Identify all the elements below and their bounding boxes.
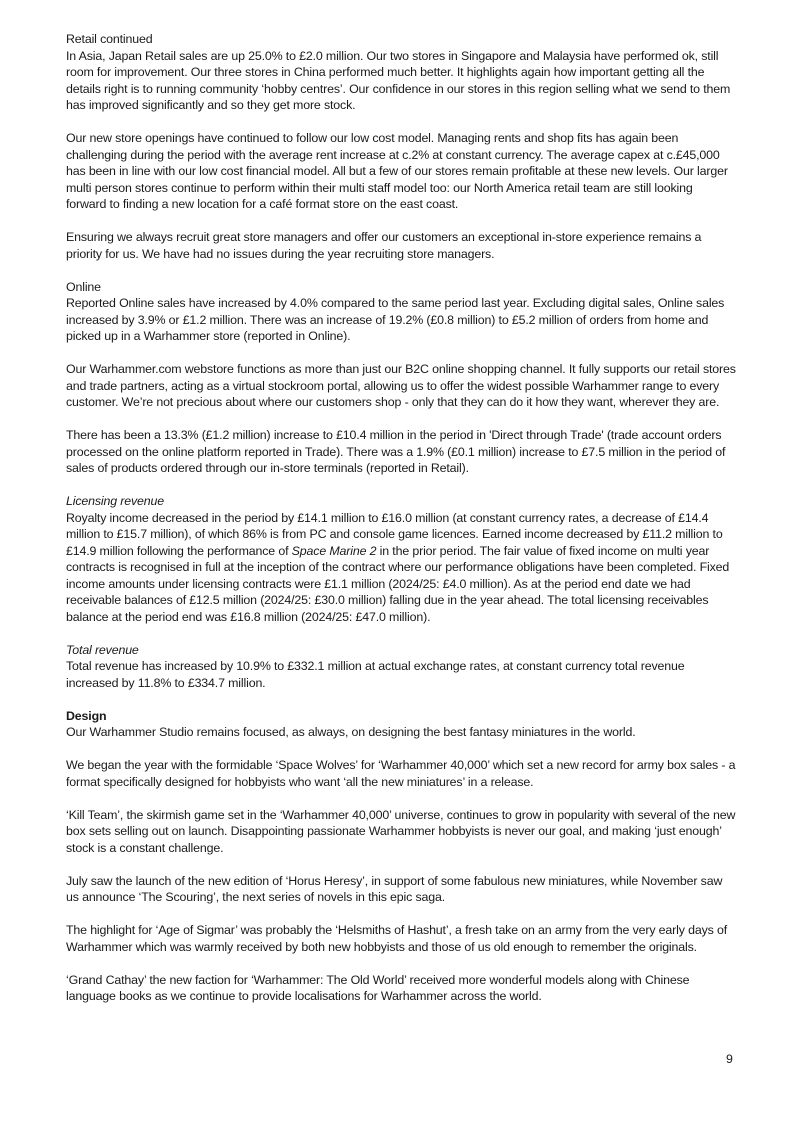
design-paragraph: ‘Kill Team’, the skirmish game set in the ‘Warhammer 40,000’ universe, continues to grow in popularity with several of the new box sets selling out on launch. Disappointing passionate Warhammer hobbyists is never our goal, and making ‘just enough’ stock is a constant challenge.	[66, 807, 736, 855]
online-paragraph: Our Warhammer.com webstore functions as more than just our B2C online shopping channel. It fully supports our retail stores and trade partners, acting as a virtual stockroom portal, allowing us to offer the widest possible Warhammer range to every customer. We’re not precious about where our customers shop - only that they can do it how they want, wherever they are.	[66, 362, 736, 409]
design-paragraph: July saw the launch of the new edition of ‘Horus Heresy’, in support of some fabulous new miniatures, while November saw us announce ‘The Scouring’, the next series of novels in this epic saga.	[66, 873, 723, 904]
online-heading: Online	[66, 279, 101, 294]
design-heading: Design	[66, 708, 107, 723]
licensing-section	[66, 493, 736, 625]
retail-paragraph: Our new store openings have continued to follow our low cost model. Managing rents and shop fits has again been challenging during the period with the average rent increase at c.2% at constant currency. The average capex at c.£45,000 has been in line with our low cost financial model. All but a few of our stores remain profitable at these new levels. Our larger multi person stores continue to perform within their multi staff model too: our North America retail team are still looking forward to finding a new location for a café format store on the east coast.	[66, 131, 728, 211]
design-paragraph: Our Warhammer Studio remains focused, as always, on designing the best fantasy miniatures in the world.	[66, 725, 636, 739]
total-revenue-heading: Total revenue	[66, 642, 139, 657]
total-revenue-paragraph: Total revenue has increased by 10.9% to £332.1 million at actual exchange rates, at constant currency total revenue increased by 11.8% to £334.7 million.	[66, 659, 685, 690]
licensing-heading: Licensing revenue	[66, 494, 165, 508]
design-paragraph: ‘Grand Cathay’ the new faction for ‘Warhammer: The Old World’ received more wonderful models along with Chinese language books as we continue to provide localisations for Warhammer across the world.	[66, 972, 690, 1003]
online-paragraph: There has been a 13.3% (£1.2 million) increase to £10.4 million in the period in 'Direct through Trade' (trade account orders processed on the online platform reported in Trade). There was a 1.9% (£0.1 million) increase to £7.5 million in the period of sales of products ordered through our in-store terminals (reported in Retail).	[66, 428, 726, 475]
licensing-paragraph	[66, 510, 736, 626]
licensing-text-part1: Royalty income decreased in the period by £14.1 million to £16.0 million (at constant currency rates, a decrease of £14.4 million to £15.7 million), of which 86% is from PC and console game licences. Earned income decreased by £11.2 million to £14.9 million following the performance of	[66, 510, 723, 558]
retail-heading: Retail continued	[66, 32, 153, 46]
retail-section	[66, 31, 736, 262]
licensing-text-part2: in the prior period. The fair value of fixed income on multi year contracts is recognised in full at the inception of the contract where our performance obligations have been completed. Fixed income amounts under licensing contracts were £1.1 million (2024/25: £4.0 million). As at the period end date we had receivable balances of £12.5 million (2024/25: £30.0 million) falling due in the year ahead. The total licensing receivables balance at the period end was £16.8 million (2024/25: £47.0 million).	[66, 543, 730, 624]
page-number: 9	[726, 1052, 733, 1066]
retail-paragraph: In Asia, Japan Retail sales are up 25.0% to £2.0 million. Our two stores in Singapore and Malaysia have performed ok, still room for improvement. Our three stores in China performed much better. It highlights again how important getting all the details right is to running community ‘hobby centres’. Our confidence in our stores in this region selling what we send to them has improved significantly and so they get more stock.	[66, 48, 731, 112]
design-paragraph: The highlight for ‘Age of Sigmar’ was probably the ‘Helsmiths of Hashut’, a fresh take on an army from the very early days of Warhammer which was warmly received by both new hobbyists and those of us old enough to remember the originals.	[66, 923, 727, 954]
online-section	[66, 279, 736, 477]
design-paragraph: We began the year with the formidable ‘Space Wolves’ for ‘Warhammer 40,000’ which set a new record for army box sales - a format specifically designed for hobbyists who want ‘all the new miniatures’ in a release.	[66, 758, 736, 789]
total-revenue-section	[66, 642, 736, 692]
design-section	[66, 708, 736, 1005]
document-page	[66, 31, 736, 1005]
retail-paragraph: Ensuring we always recruit great store managers and offer our customers an exceptional in-store experience remains a priority for us. We have had no issues during the year recruiting store managers.	[66, 230, 702, 261]
online-paragraph: Reported Online sales have increased by 4.0% compared to the same period last year. Excluding digital sales, Online sales increased by 3.9% or £1.2 million. There was an increase of 19.2% (£0.8 million) to £5.2 million of orders from home and picked up in a Warhammer store (reported in Online).	[66, 296, 725, 343]
game-title-space-marine-2: Space Marine 2	[291, 543, 377, 558]
